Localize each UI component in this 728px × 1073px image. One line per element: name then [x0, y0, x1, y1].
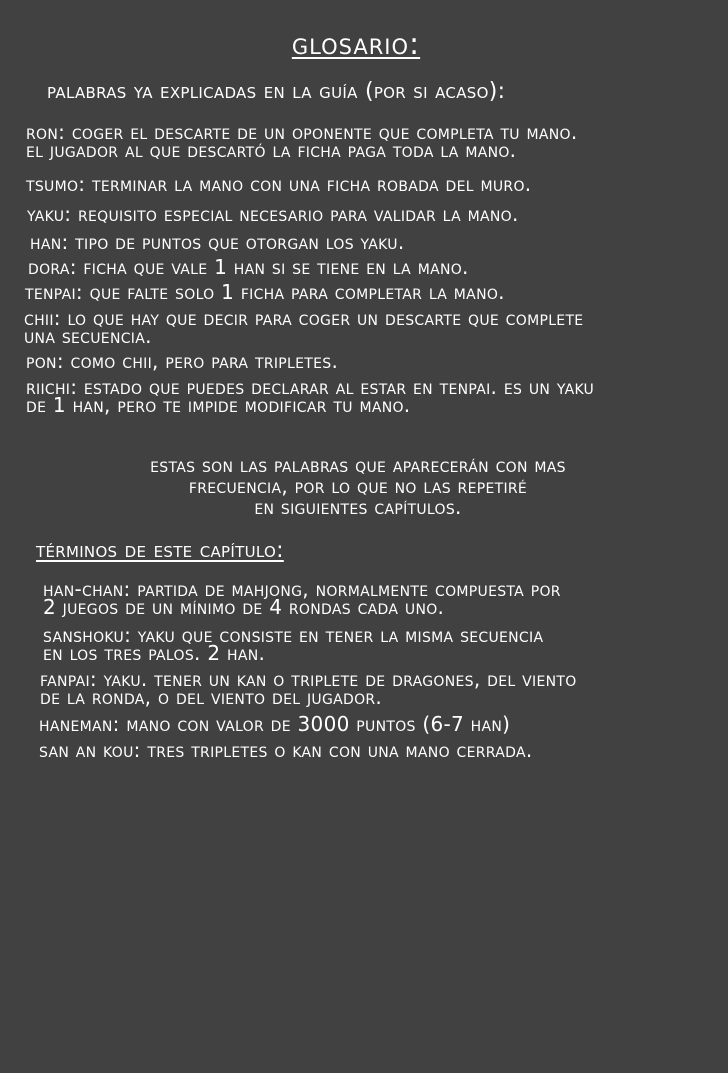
subtitle: palabras ya explicadas en la guía (por si acaso):: [47, 79, 506, 104]
term-fanpai: [40, 667, 577, 709]
frequency-note-line-2: frecuencia, por lo que no las repetiré: [188, 474, 528, 498]
section-title: términos de este capítulo:: [36, 538, 284, 563]
frequency-note-line-3: en siguientes capítulos.: [254, 495, 462, 519]
term-sanshoku-line-2: en los tres palos. 2 han.: [43, 641, 266, 665]
term-riichi: [26, 375, 595, 417]
term-tsumo: tsumo: terminar la mano con una ficha robada del muro.: [26, 172, 532, 196]
term-fanpai-line-2: de la ronda, o del viento del jugador.: [40, 685, 383, 709]
term-han-chan-line-2: 2 juegos de un mínimo de 4 rondas cada uno.: [43, 595, 445, 619]
term-han: han: tipo de puntos que otorgan los yaku.: [30, 230, 405, 254]
term-riichi-line-2: de 1 han, pero te impide modificar tu mano.: [26, 393, 411, 417]
term-pon: pon: como chii, pero para tripletes.: [26, 349, 339, 373]
term-ron: [26, 120, 578, 162]
term-haneman: haneman: mano con valor de 3000 puntos (6-7 han): [39, 712, 511, 736]
term-tenpai: tenpai: que falte solo 1 ficha para completar la mano.: [25, 280, 505, 304]
term-ron-line-1: ron: coger el descarte de un oponente que completa tu mano.: [26, 120, 578, 144]
term-yaku: yaku: requisito especial necesario para validar la mano.: [27, 202, 519, 226]
term-ron-line-2: el jugador al que descartó la ficha paga toda la mano.: [26, 138, 517, 162]
term-fanpai-line-1: fanpai: yaku. tener un kan o triplete de dragones, del viento: [40, 667, 577, 691]
term-san-an-kou: san an kou: tres tripletes o kan con una mano cerrada.: [39, 738, 533, 762]
term-chii-line-1: chii: lo que hay que decir para coger un descarte que complete: [24, 306, 584, 330]
term-han-chan-line-1: han-chan: partida de mahjong, normalmente compuesta por: [43, 577, 561, 601]
frequency-note: [0, 455, 716, 518]
term-sanshoku: [43, 623, 544, 665]
term-sanshoku-line-1: sanshoku: yaku que consiste en tener la misma secuencia: [43, 623, 544, 647]
term-chii-line-2: una secuencia.: [24, 324, 152, 348]
term-han-chan: [43, 577, 561, 619]
page-title: glosario:: [291, 27, 421, 62]
term-riichi-line-1: riichi: estado que puedes declarar al estar en tenpai. es un yaku: [26, 375, 595, 399]
frequency-note-line-1: estas son las palabras que aparecerán con mas: [150, 453, 566, 477]
term-dora: dora: ficha que vale 1 han si se tiene en la mano.: [28, 255, 469, 279]
term-chii: [24, 306, 584, 348]
